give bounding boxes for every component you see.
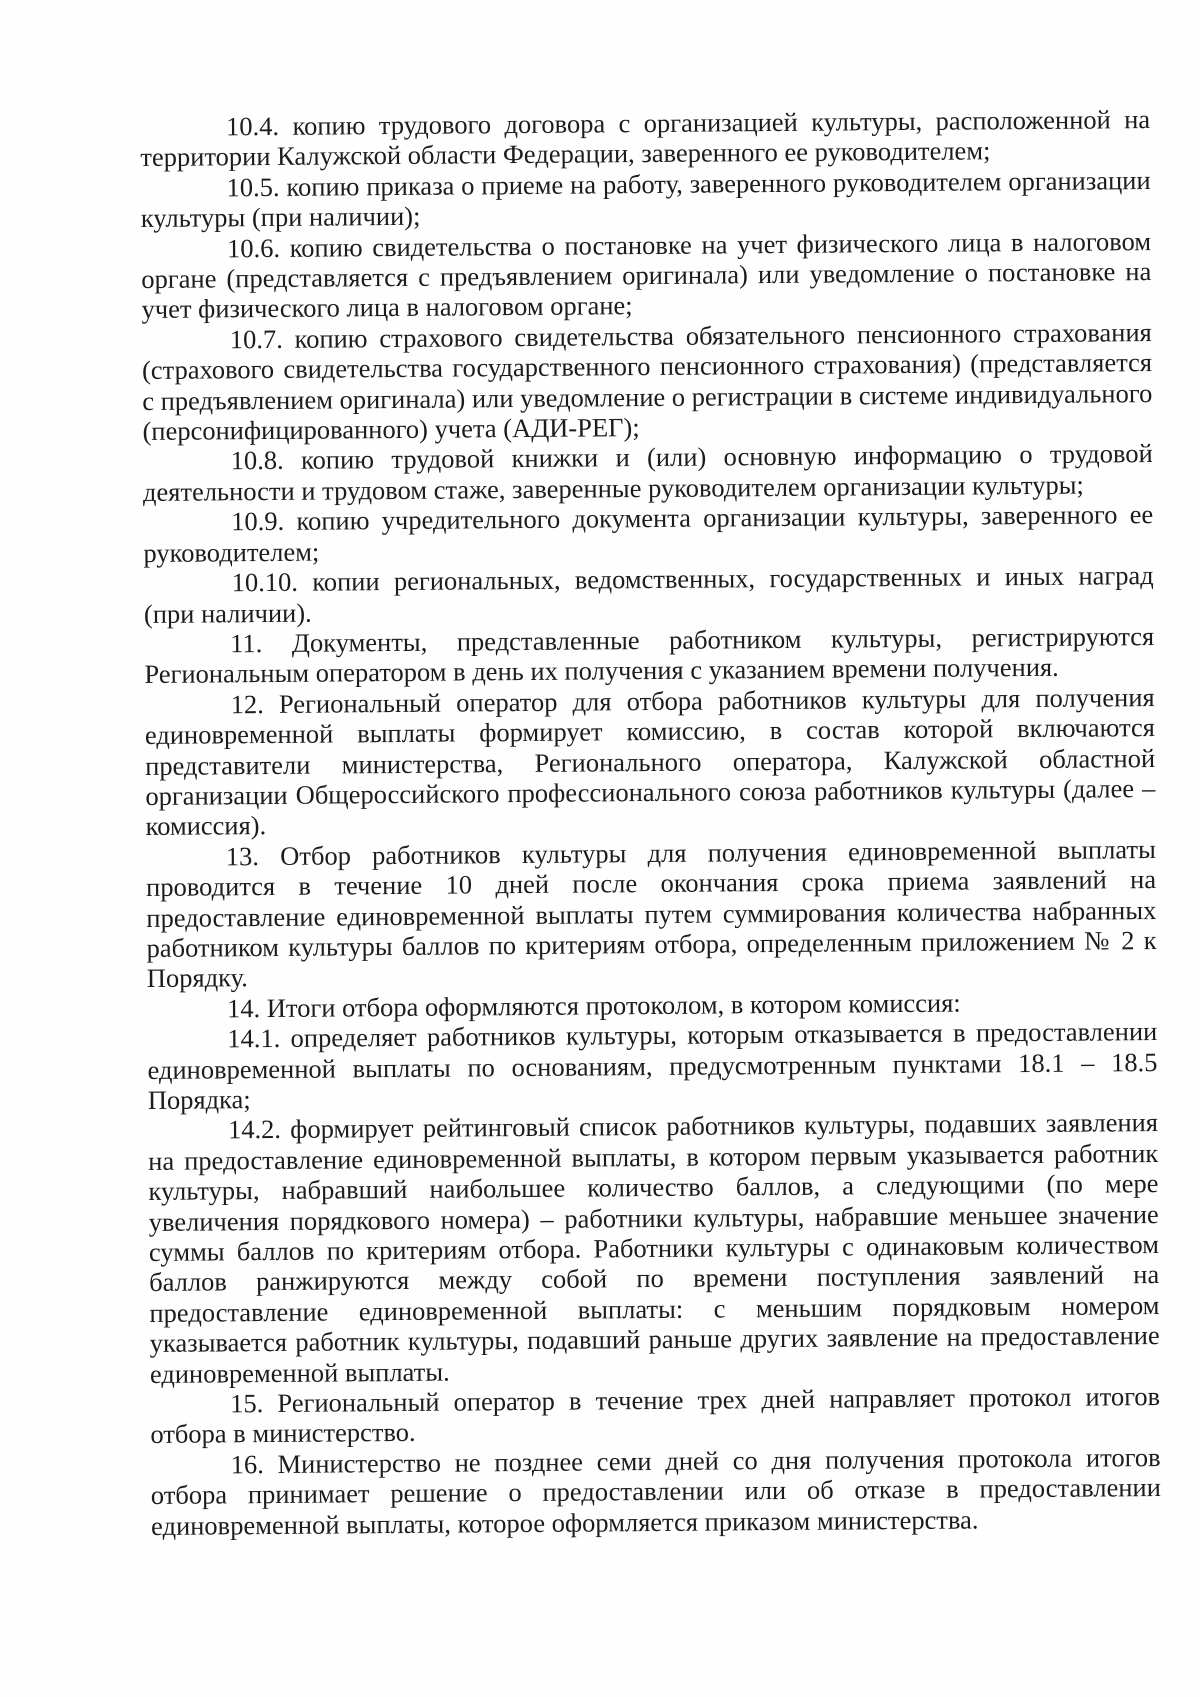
paragraph-13 (146, 834, 1157, 994)
paragraph-text: копию учредительного документа организации культуры, заверенного ее руководителем; (143, 499, 1154, 568)
paragraph-text: копию приказа о приеме на работу, заверенного руководителем организации культуры (при наличии); (140, 164, 1151, 234)
paragraph-number: 14.2. (227, 1114, 282, 1145)
paragraph-14-2 (148, 1107, 1160, 1389)
paragraph-number: 10.8. (230, 445, 284, 476)
paragraph-10-8 (143, 439, 1153, 508)
paragraph-10-10 (144, 560, 1154, 629)
paragraph-text: Итоги отбора оформляются протоколом, в котором комиссия: (266, 987, 961, 1023)
paragraph-text: определяет работников культуры, которым отказывается в предоставлении единовременной выплаты по основаниям, предусмотренным пунктами 18.1 – 18.5 Порядка; (147, 1016, 1158, 1115)
paragraph-number: 11. (230, 627, 263, 659)
paragraph-number: 10.7. (229, 323, 283, 355)
paragraph-text: Документы, представленные работником культуры, регистрируются Региональным оператором в день их получения с указанием времени получения. (144, 620, 1155, 690)
paragraph-number: 10.5. (226, 171, 280, 203)
paragraph-number: 15. (230, 1388, 264, 1419)
paragraph-number: 14. (226, 992, 261, 1024)
paragraph-number: 10.6. (226, 232, 281, 263)
paragraph-number: 12. (230, 688, 264, 720)
paragraph-number: 16. (230, 1448, 264, 1480)
document-body (140, 104, 1161, 1541)
paragraph-text: копию трудового договора с организацией культуры, расположенной на территории Калужской области Федерации, заверенного ее руководителем; (140, 104, 1151, 173)
paragraph-text: копию свидетельства о постановке на учет физического лица в налоговом органе (представляется с предъявлением оригинала) или уведомление о постановке на учет физического лица в налоговом органе; (141, 225, 1152, 325)
paragraph-text: Отбор работников культуры для получения единовременной выплаты проводится в течение 10 дней после окончания срока приема заявлений на предоставление единовременной выплаты путем суммирования количества набранных работником культуры баллов по критериям отбора, определенным приложением № 2 к Порядку. (145, 833, 1157, 994)
paragraph-text: копию страхового свидетельства обязательного пенсионного страхования (страхового свидетельства государственного пенсионного страхования) (представляется с предъявлением оригинала) или уведомление о регистрации в системе индивидуального (персонифицированного) учета (АДИ-РЕГ); (141, 316, 1153, 447)
paragraph-text: формирует рейтинговый список работников культуры, подавших заявления на предоставление единовременной выплаты, в котором первым указывается работник культуры, набравший наибольшее количество баллов, а следующими (по мере увеличения порядкового номера) – работники культуры, набравшие меньшее значение суммы баллов по критериям отбора. Работники культуры с одинаковым количеством баллов ранжируются между собой по времени поступления заявлений на предоставление единовременной выплаты: с меньшим порядковым номером указывается работник культуры, подавший раньше других заявление на предоставление единовременной выплаты. (148, 1107, 1160, 1389)
paragraph-10-6 (141, 226, 1152, 325)
paragraph-text: копии региональных, ведомственных, государственных и иных наград (при наличии). (143, 560, 1154, 629)
paragraph-11 (144, 621, 1154, 690)
paragraph-10-7 (142, 317, 1153, 447)
paragraph-10-9 (143, 499, 1153, 568)
paragraph-14-1 (147, 1016, 1158, 1115)
paragraph-12 (145, 682, 1156, 842)
paragraph-number: 10.4. (225, 110, 280, 142)
paragraph-text: Региональный оператор для отбора работников культуры для получения единовременной выплаты формирует комиссию, в состав которой включаются представители министерства, Регионального оператора, Калужской областной организации Общероссийского профессионального союза работников культуры (далее – комиссия). (144, 681, 1156, 842)
paragraph-15 (150, 1381, 1160, 1450)
paragraph-number: 14.1. (227, 1023, 281, 1054)
paragraph-number: 10.10. (231, 566, 299, 598)
paragraph-text: Региональный оператор в течение трех дней направляет протокол итогов отбора в министерство. (150, 1381, 1161, 1450)
paragraph-number: 10.9. (231, 506, 285, 537)
paragraph-16 (151, 1442, 1162, 1541)
paragraph-text: Министерство не позднее семи дней со дня получения протокола итогов отбора принимает решение о предоставлении или об отказе в предоставлении единовременной выплаты, которое оформляется приказом министерства. (150, 1441, 1161, 1541)
paragraph-text: копию трудовой книжки и (или) основную информацию о трудовой деятельности и трудовом стаже, заверенные руководителем организации культуры; (142, 438, 1153, 507)
paragraph-10-5 (140, 165, 1150, 234)
paragraph-number: 13. (225, 840, 260, 872)
paragraph-10-4 (140, 104, 1150, 173)
